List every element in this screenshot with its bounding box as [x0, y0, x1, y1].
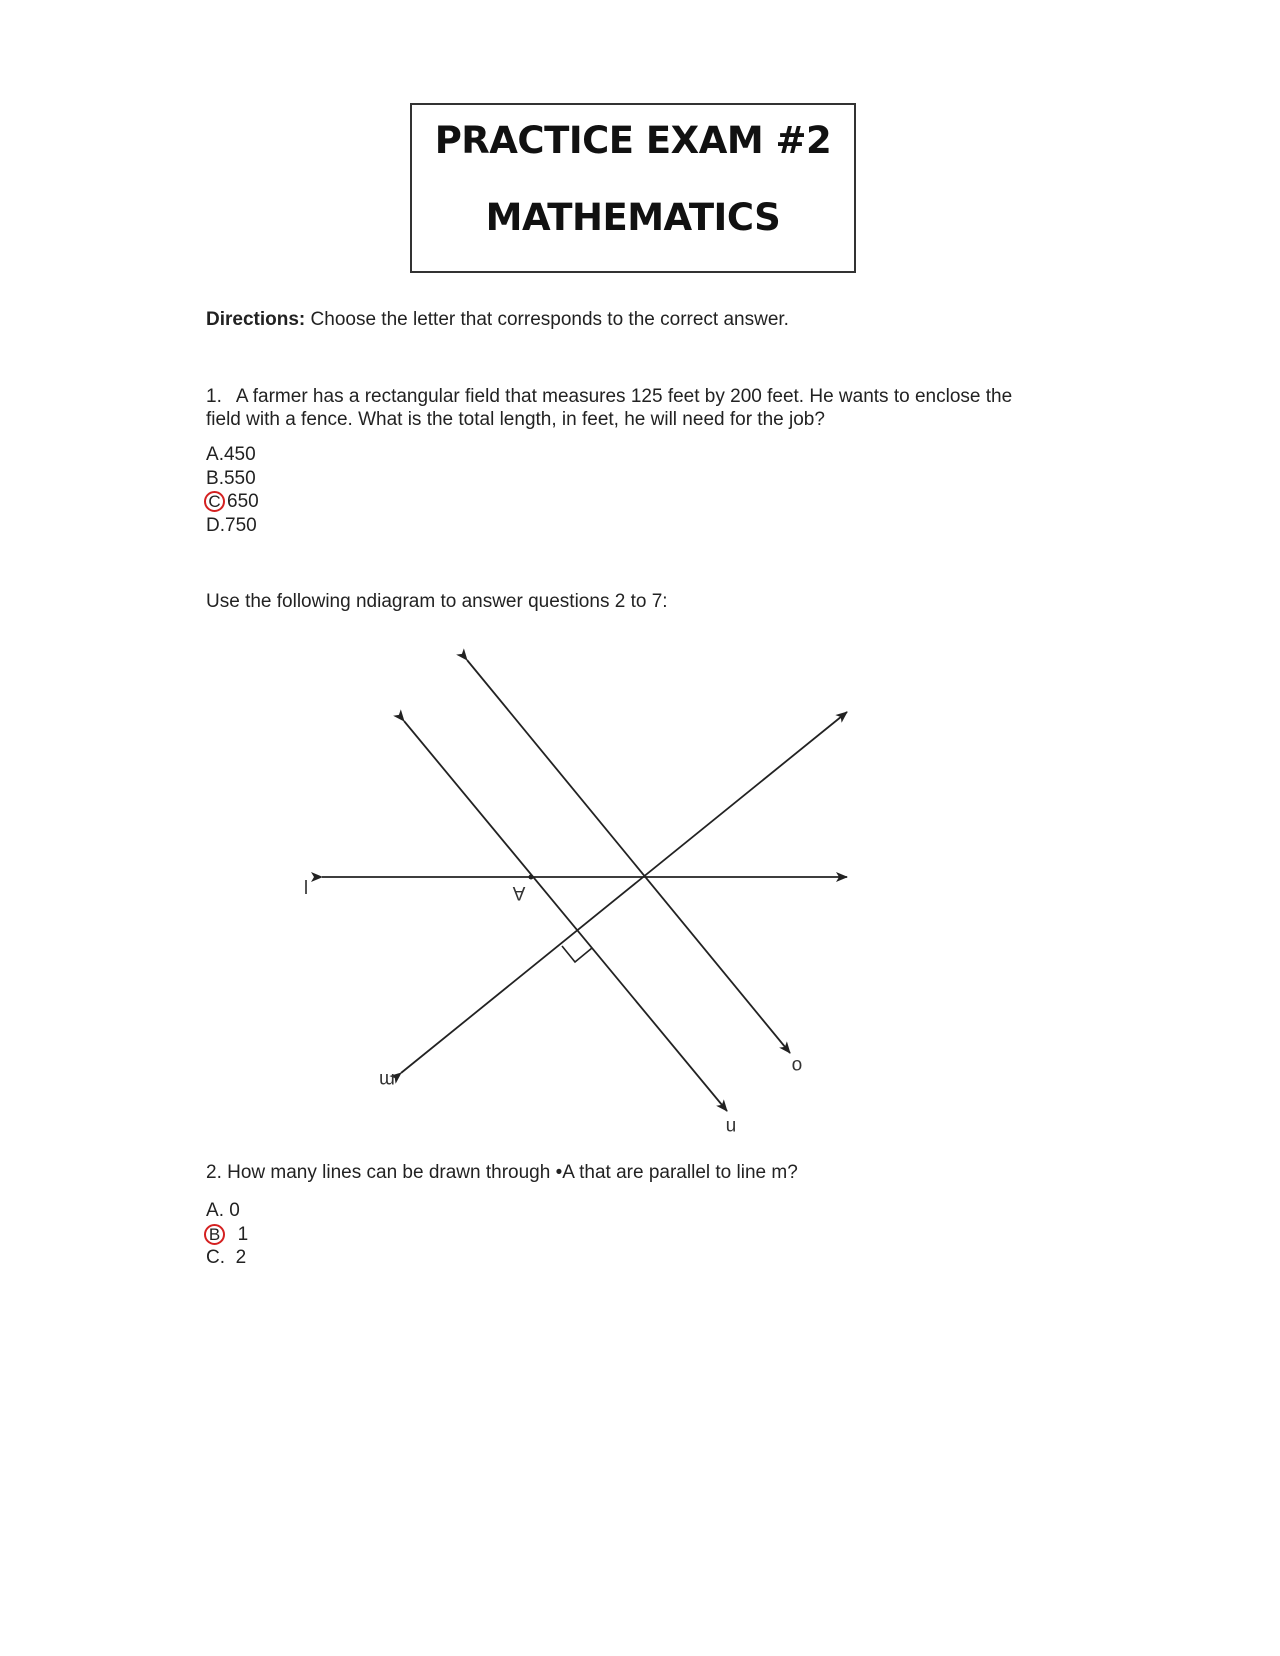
question-1-text: A farmer has a rectangular field that measures 125 feet by 200 feet. He wants to enclose the field with a fence. What is the total length, in feet, he will need for the job?: [206, 386, 1013, 430]
label-o: o: [791, 1055, 803, 1076]
exam-title: PRACTICE EXAM #2: [434, 119, 832, 162]
choice-value: 0: [229, 1200, 240, 1221]
line-m: [401, 712, 847, 1073]
choice-letter: A: [206, 444, 219, 465]
choice-letter: A: [206, 1200, 219, 1221]
choice-separator: .: [219, 1247, 236, 1268]
choice-letter-circled: C: [204, 491, 225, 512]
choice-row[interactable]: [206, 1199, 248, 1223]
choice-value: 2: [235, 1247, 247, 1268]
choice-letter: B: [206, 467, 219, 489]
label-m: m: [379, 1069, 395, 1090]
label-n: n: [725, 1116, 737, 1137]
point-a: [529, 875, 534, 880]
choice-letter: D: [206, 514, 220, 536]
choice-separator: [227, 1223, 238, 1247]
diagram-instruction: Use the following ndiagram to answer questions 2 to 7:: [206, 591, 668, 612]
choice-value: 450: [223, 444, 256, 465]
question-2-choices: [206, 1199, 248, 1270]
choice-row-selected[interactable]: [206, 1223, 248, 1247]
choice-value: 550: [223, 467, 256, 489]
question-2: 2. How many lines can be drawn through •A that are parallel to line m?: [206, 1162, 798, 1183]
question-1-number: 1.: [206, 386, 222, 407]
right-angle-mark: [562, 946, 592, 962]
choice-separator: .: [219, 514, 226, 536]
label-a: A: [512, 882, 526, 903]
subject-title: MATHEMATICS: [485, 196, 781, 239]
choice-value: 1: [237, 1223, 249, 1245]
choice-value: 650: [227, 491, 259, 512]
choice-row[interactable]: [206, 1246, 248, 1270]
choice-separator: .: [218, 467, 224, 489]
choice-value: 750: [225, 514, 257, 536]
choice-separator: .: [218, 444, 224, 465]
directions-label: Directions:: [206, 309, 306, 330]
directions-text: Choose the letter that corresponds to the correct answer.: [305, 309, 789, 330]
label-l: l: [303, 875, 309, 896]
choice-letter-circled: B: [204, 1224, 225, 1245]
choice-letter: C: [206, 1247, 220, 1268]
choice-separator: .: [218, 1200, 230, 1221]
